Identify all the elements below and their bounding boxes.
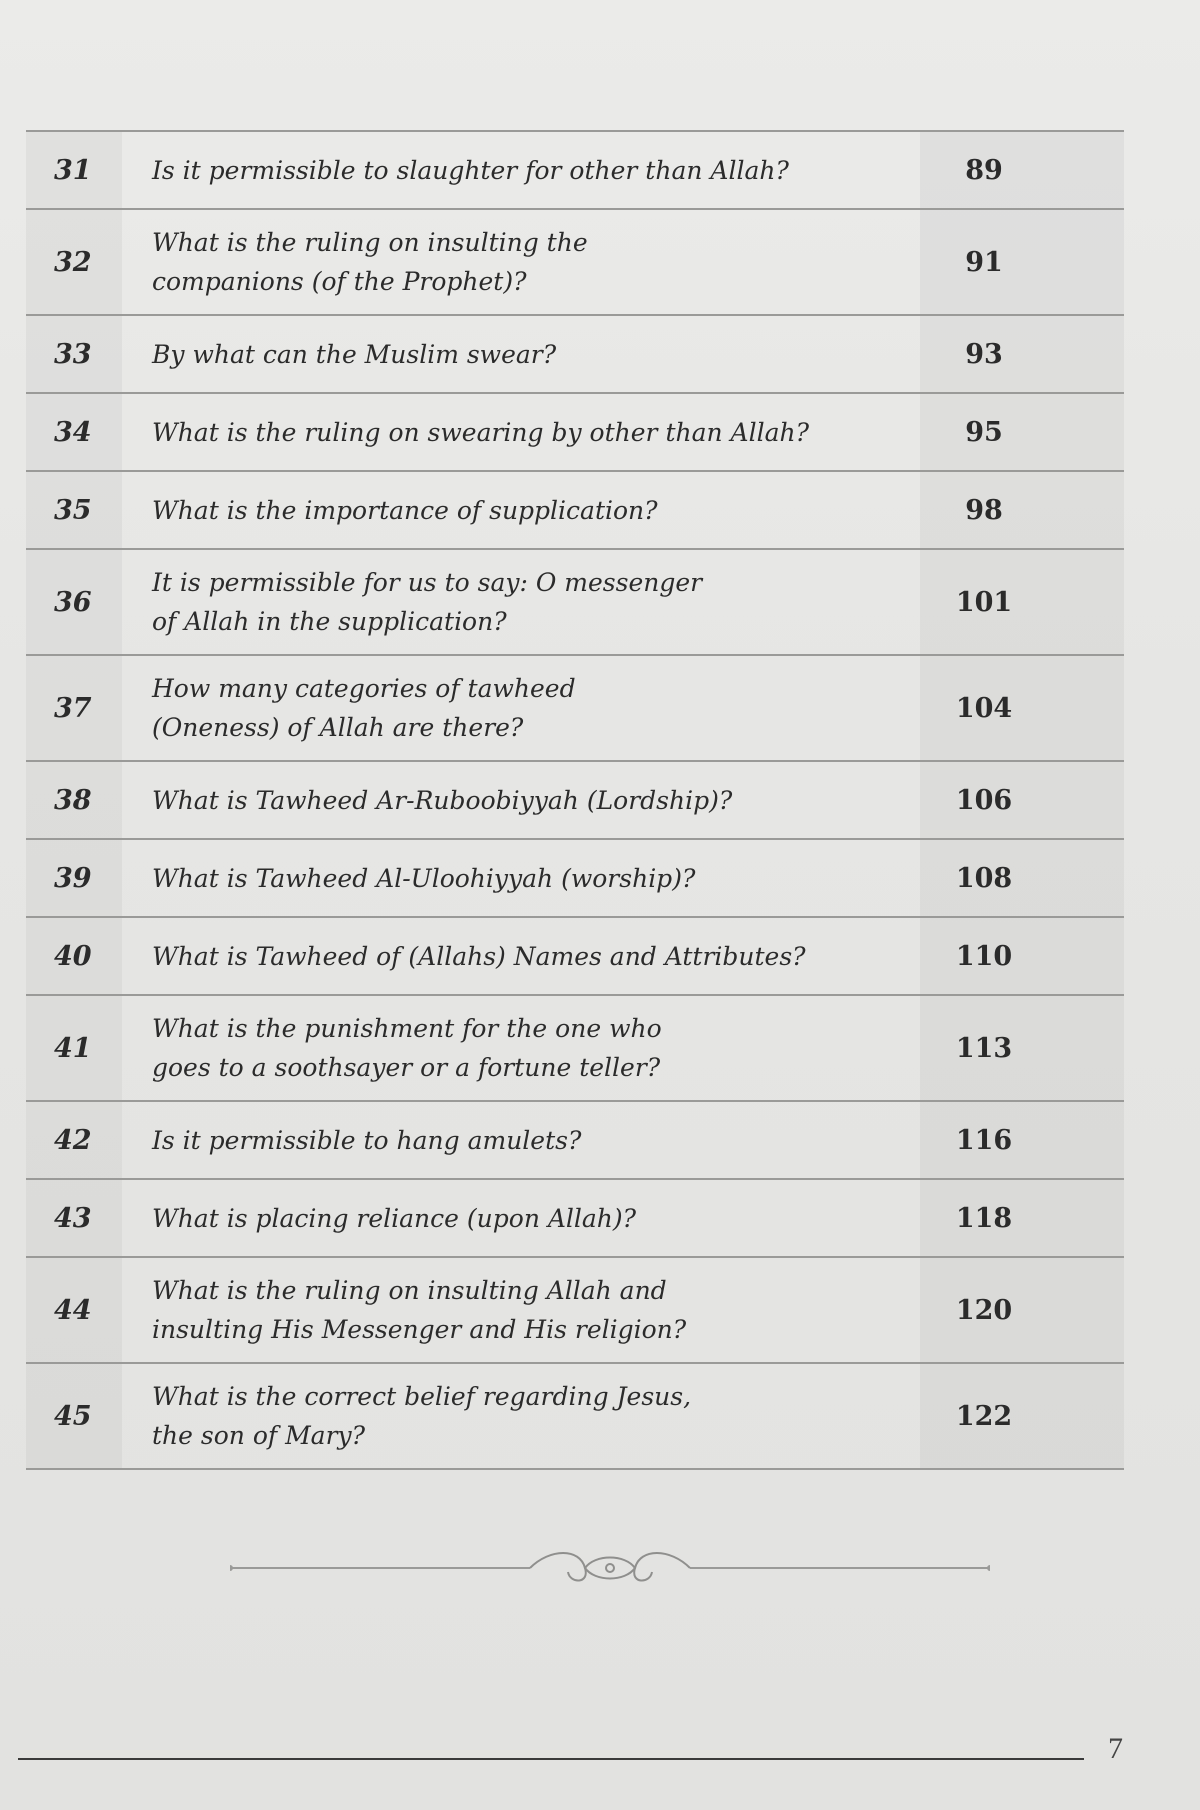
question-line: companions (of the Prophet)? xyxy=(152,267,527,296)
question-line: (Oneness) of Allah are there? xyxy=(152,713,524,742)
question-line: Is it permissible to hang amulets? xyxy=(152,1125,582,1155)
question-number: 31 xyxy=(54,154,92,186)
page-ref: 116 xyxy=(955,1124,1013,1156)
question-text xyxy=(122,1009,924,1087)
question-number: 36 xyxy=(54,586,92,618)
toc-row xyxy=(26,1362,1124,1470)
question-number: 34 xyxy=(54,416,92,448)
question-text xyxy=(122,1377,924,1455)
question-line: the son of Mary? xyxy=(152,1421,366,1450)
question-line: What is the correct belief regarding Jesus, xyxy=(152,1382,692,1411)
question-line: of Allah in the supplication? xyxy=(152,607,507,636)
page-ref: 118 xyxy=(955,1202,1013,1234)
question-number: 42 xyxy=(54,1124,92,1156)
toc-row xyxy=(26,760,1124,838)
question-line: goes to a soothsayer or a fortune teller? xyxy=(152,1053,661,1082)
toc-row xyxy=(26,208,1124,314)
toc-row xyxy=(26,392,1124,470)
question-line: What is the ruling on insulting Allah and xyxy=(152,1276,667,1305)
toc-row xyxy=(26,1100,1124,1178)
page-ref: 89 xyxy=(965,154,1003,186)
table-of-contents xyxy=(26,130,1124,1470)
page-number: 7 xyxy=(1108,1732,1123,1765)
toc-row xyxy=(26,838,1124,916)
question-number: 45 xyxy=(54,1400,92,1432)
question-line: What is the importance of supplication? xyxy=(152,495,658,525)
question-text xyxy=(122,859,924,898)
question-line: insulting His Messenger and His religion? xyxy=(152,1315,687,1344)
question-line: What is Tawheed of (Allahs) Names and Attributes? xyxy=(152,941,806,971)
toc-row xyxy=(26,314,1124,392)
page-ref: 110 xyxy=(955,940,1013,972)
page-ref: 108 xyxy=(955,862,1013,894)
question-line: By what can the Muslim swear? xyxy=(152,339,557,369)
toc-row xyxy=(26,548,1124,654)
toc-row xyxy=(26,130,1124,208)
page-ref: 113 xyxy=(955,1032,1013,1064)
question-number: 32 xyxy=(54,246,92,278)
question-number: 38 xyxy=(54,784,92,816)
question-line: What is placing reliance (upon Allah)? xyxy=(152,1203,637,1233)
question-line: What is the ruling on swearing by other than Allah? xyxy=(152,417,809,447)
page-ref: 98 xyxy=(965,494,1003,526)
question-text xyxy=(122,151,924,190)
toc-row xyxy=(26,654,1124,760)
question-text xyxy=(122,335,924,374)
page-ref: 120 xyxy=(955,1294,1013,1326)
question-line: What is Tawheed Al-Uloohiyyah (worship)? xyxy=(152,863,696,893)
page-ref: 101 xyxy=(955,586,1013,618)
question-text xyxy=(122,223,924,301)
question-number: 39 xyxy=(54,862,92,894)
question-line: How many categories of tawheed xyxy=(152,674,576,703)
question-number: 40 xyxy=(54,940,92,972)
question-text xyxy=(122,1121,924,1160)
question-number: 35 xyxy=(54,494,92,526)
page-ref: 91 xyxy=(965,246,1003,278)
question-number: 33 xyxy=(54,338,92,370)
question-line: What is the ruling on insulting the xyxy=(152,228,588,257)
question-text xyxy=(122,413,924,452)
question-number: 37 xyxy=(54,692,92,724)
page-ref: 122 xyxy=(955,1400,1013,1432)
question-text xyxy=(122,563,924,641)
question-text xyxy=(122,669,924,747)
page-ref: 106 xyxy=(955,784,1013,816)
toc-row xyxy=(26,916,1124,994)
question-text xyxy=(122,937,924,976)
question-line: What is the punishment for the one who xyxy=(152,1014,662,1043)
question-text xyxy=(122,491,924,530)
question-text xyxy=(122,1271,924,1349)
question-line: Is it permissible to slaughter for other than Allah? xyxy=(152,155,789,185)
question-number: 44 xyxy=(54,1294,92,1326)
toc-row xyxy=(26,1178,1124,1256)
question-number: 43 xyxy=(54,1202,92,1234)
question-text xyxy=(122,1199,924,1238)
page-ref: 104 xyxy=(955,692,1013,724)
question-line: It is permissible for us to say: O messenger xyxy=(152,568,703,597)
page-ref: 93 xyxy=(965,338,1003,370)
ornament-divider xyxy=(230,1548,990,1588)
toc-row xyxy=(26,994,1124,1100)
toc-row xyxy=(26,470,1124,548)
toc-row xyxy=(26,1256,1124,1362)
question-line: What is Tawheed Ar-Ruboobiyyah (Lordship)? xyxy=(152,785,733,815)
footer-rule xyxy=(18,1758,1084,1760)
question-text xyxy=(122,781,924,820)
question-number: 41 xyxy=(54,1032,92,1064)
page-ref: 95 xyxy=(965,416,1003,448)
